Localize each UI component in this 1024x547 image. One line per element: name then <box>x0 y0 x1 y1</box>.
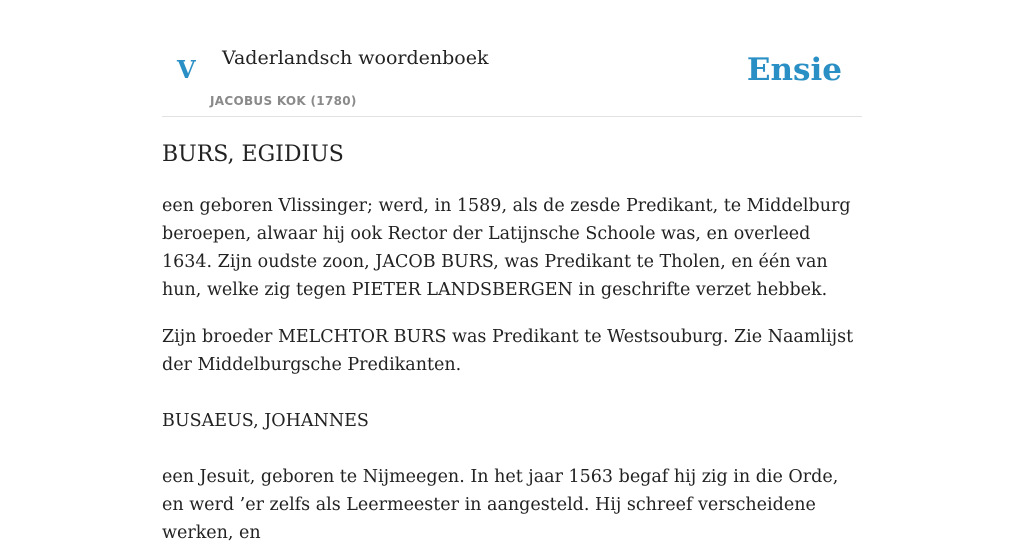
entry-title: BURS, EGIDIUS <box>162 142 344 167</box>
ensie-logo[interactable]: Ensie <box>746 52 842 88</box>
book-author: JACOBUS KOK (1780) <box>210 94 357 108</box>
book-letter-badge[interactable]: V <box>177 55 196 84</box>
book-header <box>162 0 862 117</box>
book-title-link[interactable]: Vaderlandsch woordenboek <box>222 47 489 69</box>
next-entry-paragraph: een Jesuit, geboren te Nijmeegen. In het jaar 1563 begaf hij zig in die Orde, en werd ’er zelfs als Leermeester in aangesteld. Hij schreef verscheidene werken, en <box>162 467 839 543</box>
entry-paragraph: een geboren Vlissinger; werd, in 1589, als de zesde Predikant, te Middelburg beroepen, alwaar hij ook Rector der Latijnsche Schoole was, en overleed 1634. Zijn oudste zoon, JACOB BURS, was Predikant te Tholen, en één van hun, welke zig tegen PIETER LANDSBERGEN in geschrifte verzet hebbek. <box>162 196 851 300</box>
entry-paragraph: Zijn broeder MELCHTOR BURS was Predikant te Westsouburg. Zie Naamlijst der Middelburgsche Predikanten. <box>162 327 854 375</box>
page <box>162 0 862 543</box>
next-entry-title: BUSAEUS, JOHANNES <box>162 411 369 431</box>
